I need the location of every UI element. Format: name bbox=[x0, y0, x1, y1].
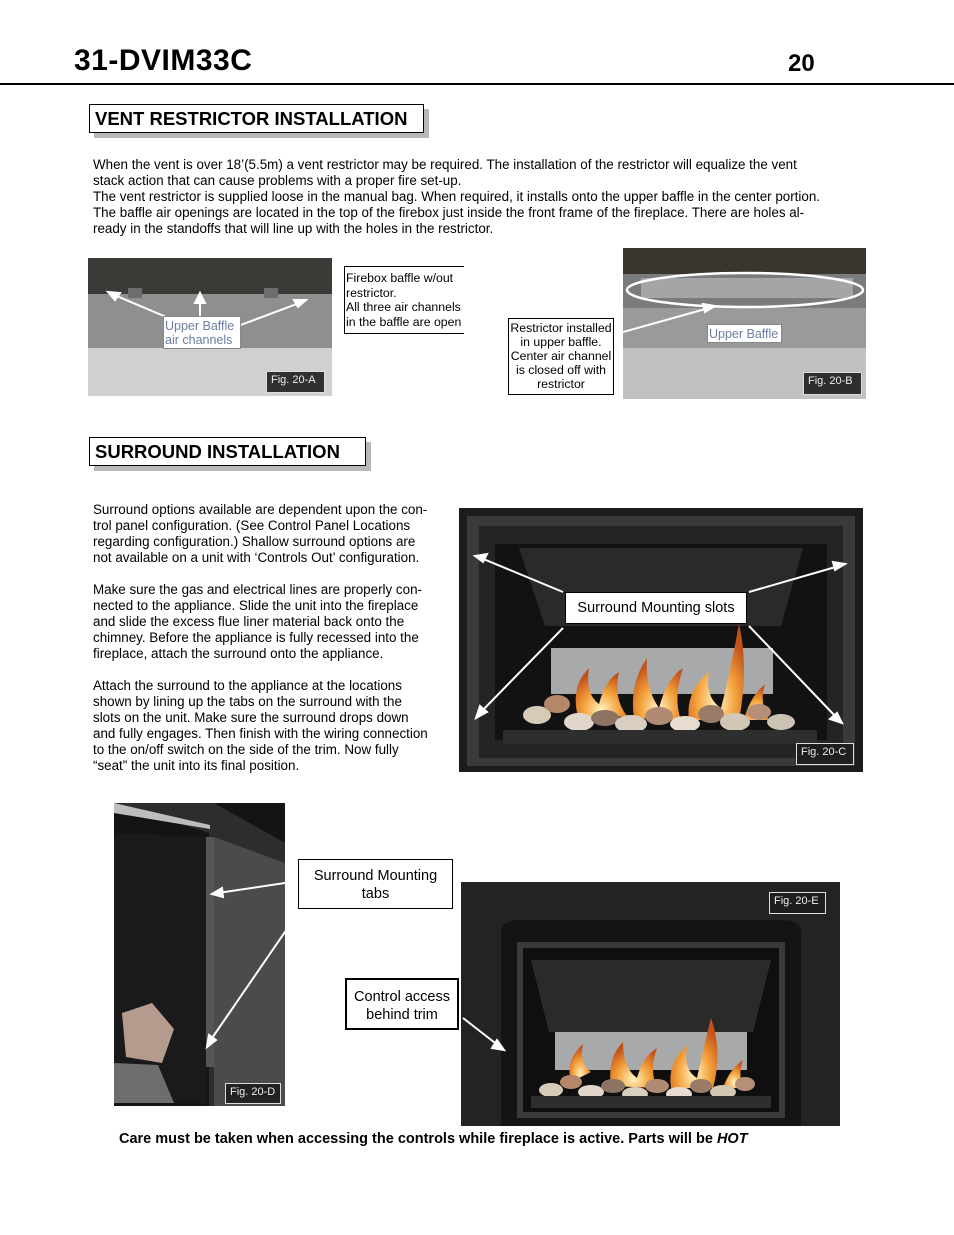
fig-20c-photo bbox=[459, 508, 863, 772]
fig-20d-photo bbox=[114, 803, 285, 1106]
caption-line: in the baffle are open bbox=[346, 314, 462, 329]
fig-20b-tag: Fig. 20-B bbox=[803, 372, 862, 395]
paragraph-line: Surround options available are dependent upon the con- bbox=[93, 502, 428, 517]
vent-paragraph-line: stack action that can cause problems with a proper fire set-up. bbox=[93, 173, 462, 188]
paragraph-line: not available on a unit with ‘Controls Out’ configuration. bbox=[93, 550, 420, 565]
vent-paragraph-line: When the vent is over 18’(5.5m) a vent restrictor may be required. The installation of the restrictor will equalize the vent bbox=[93, 157, 797, 172]
warning-emphasis: HOT bbox=[716, 1131, 748, 1147]
hot-warning bbox=[119, 1131, 748, 1147]
surround-paragraph bbox=[93, 678, 453, 774]
control-access-callout bbox=[345, 978, 459, 1030]
paragraph-line: Attach the surround to the appliance at the locations bbox=[93, 678, 402, 693]
surround-paragraph bbox=[93, 582, 453, 662]
paragraph-line: to the on/off switch on the side of the trim. Now fully bbox=[93, 742, 399, 757]
fig-20a-caption bbox=[344, 266, 464, 334]
fig-20a-tag: Fig. 20-A bbox=[266, 371, 325, 393]
vent-paragraph-line: The vent restrictor is supplied loose in the manual bag. When required, it installs onto the upper baffle in the center portion. bbox=[93, 189, 820, 204]
caption-line: in upper baffle. bbox=[520, 335, 602, 349]
vent-paragraph-line: ready in the standoffs that will line up with the holes in the restrictor. bbox=[93, 221, 494, 236]
paragraph-line: regarding configuration.) Shallow surround options are bbox=[93, 534, 416, 549]
vent-section-title: VENT RESTRICTOR INSTALLATION bbox=[89, 104, 424, 133]
paragraph-line: “seat” the unit into its final position. bbox=[93, 758, 300, 773]
fig-20a-label-line: air channels bbox=[165, 333, 233, 347]
fig-20d-tag: Fig. 20-D bbox=[225, 1083, 281, 1104]
paragraph-line: fireplace, attach the surround onto the appliance. bbox=[93, 646, 384, 661]
paragraph-line: slots on the unit. Make sure the surround drops down bbox=[93, 710, 409, 725]
caption-line: Center air channel bbox=[510, 349, 612, 363]
vent-paragraph bbox=[93, 157, 873, 237]
header-rule bbox=[0, 83, 954, 85]
caption-line: restrictor bbox=[537, 377, 585, 391]
surround-section-title: SURROUND INSTALLATION bbox=[89, 437, 366, 466]
paragraph-line: and fully engages. Then finish with the wiring connection bbox=[93, 726, 428, 741]
fig-20b-label: Upper Baffle bbox=[707, 324, 782, 343]
surround-paragraphs bbox=[93, 502, 453, 774]
callout-line: behind trim bbox=[366, 1007, 438, 1023]
model-number: 31-DVIM33C bbox=[74, 44, 253, 77]
callout-line: Surround Mounting bbox=[313, 868, 438, 884]
vent-paragraph-line: The baffle air openings are located in the top of the firebox just inside the front frame of the fireplace. There are holes al- bbox=[93, 205, 805, 220]
paragraph-line: Make sure the gas and electrical lines are properly con- bbox=[93, 582, 422, 597]
paragraph-line: trol panel configuration. (See Control Panel Locations bbox=[93, 518, 411, 533]
fig-20c-tag: Fig. 20-C bbox=[796, 743, 854, 765]
page-number: 20 bbox=[788, 50, 815, 77]
fig-20a-label bbox=[163, 316, 241, 349]
caption-line: restrictor. bbox=[346, 285, 397, 300]
caption-line: is closed off with bbox=[516, 363, 606, 377]
paragraph-line: and slide the excess flue liner material back onto the bbox=[93, 614, 405, 629]
paragraph-line: nected to the appliance. Slide the unit into the fireplace bbox=[93, 598, 419, 613]
callout-line: tabs bbox=[361, 886, 390, 902]
fig-20c-label: Surround Mounting slots bbox=[565, 592, 747, 624]
caption-line: Firebox baffle w/out bbox=[346, 271, 454, 285]
surround-tabs-callout bbox=[298, 859, 453, 909]
paragraph-line: shown by lining up the tabs on the surround with the bbox=[93, 694, 402, 709]
fig-20e-photo bbox=[461, 882, 840, 1126]
fig-20e-tag: Fig. 20-E bbox=[769, 892, 826, 914]
callout-line: Control access bbox=[354, 989, 450, 1005]
warning-text: Care must be taken when accessing the controls while fireplace is active. Parts will be bbox=[119, 1131, 717, 1147]
paragraph-line: chimney. Before the appliance is fully recessed into the bbox=[93, 630, 419, 645]
fig-20a-label-line: Upper Baffle bbox=[165, 319, 235, 333]
caption-line: All three air channels bbox=[346, 300, 461, 314]
surround-paragraph bbox=[93, 502, 453, 566]
caption-line: Restrictor installed bbox=[510, 321, 612, 335]
fig-20b-caption bbox=[508, 318, 614, 395]
